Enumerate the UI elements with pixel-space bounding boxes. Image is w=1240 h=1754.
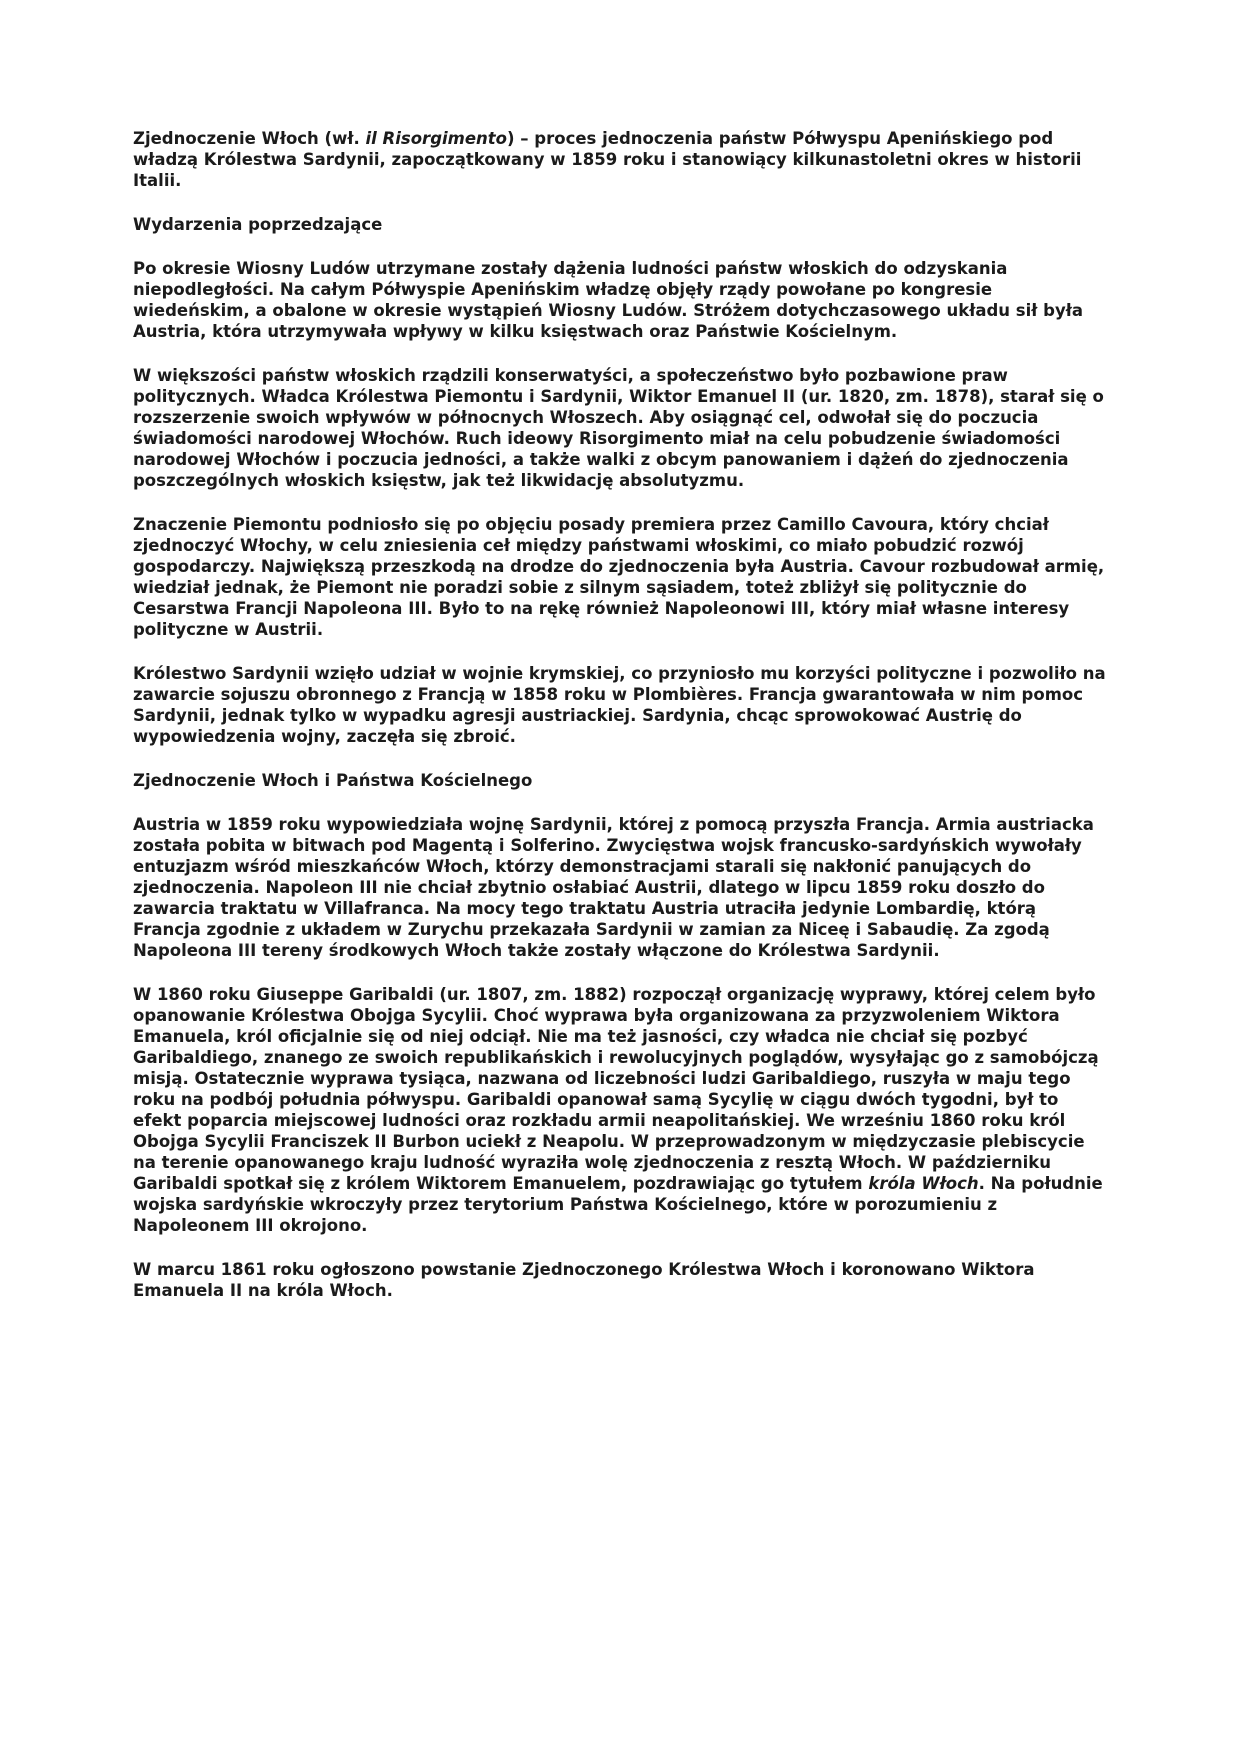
paragraph-piedmont-cavour: Znaczenie Piemontu podniosło się po objęciu posady premiera przez Camillo Cavoura, który chciał zjednoczyć Włochy, w celu zniesienia ceł między państwami włoskimi, co miało pobudzić rozwój gospodarczy. Największą przeszkodą na drodze do zjednoczenia była Austria. Cavour rozbudował armię, wiedział jednak, że Piemont nie poradzi sobie z silnym sąsiadem, toteż zbliżył się politycznie do Cesarstwa Francji Napoleona III. Było to na rękę również Napoleonowi III, który miał własne interesy polityczne w Austrii.	[133, 515, 1105, 639]
lead-italic-term: il Risorgimento	[365, 129, 508, 148]
lead-text-after-term: (wł.	[318, 129, 366, 148]
section-heading-unification: Zjednoczenie Włoch i Państwa Kościelnego	[133, 771, 533, 790]
section-heading-preceding-events: Wydarzenia poprzedzające	[133, 215, 383, 234]
paragraph-crimean-war-plombieres: Królestwo Sardynii wzięło udział w wojnie krymskiej, co przyniosło mu korzyści polityczne i pozwoliło na zawarcie sojuszu obronnego z Francją w 1858 roku w Plombières. Francja gwarantowała w nim pomoc Sardynii, jednak tylko w wypadku agresji austriackiej. Sardynia, chcąc sprowokować Austrię do wypowiedzenia wojny, zaczęła się zbroić.	[133, 664, 1106, 746]
lead-term: Zjednoczenie Włoch	[133, 129, 319, 148]
paragraph-spring-of-nations: Po okresie Wiosny Ludów utrzymane zostały dążenia ludności państw włoskich do odzyskania niepodległości. Na całym Półwyspie Apenińskim władzę objęły rządy powołane po kongresie wiedeńskim, a obalone w okresie wystąpień Wiosny Ludów. Stróżem dotychczasowego układu sił była Austria, która utrzymywała wpływy w kilku księstwach oraz Państwie Kościelnym.	[133, 259, 1083, 341]
garibaldi-text-after-italic: . Na południe wojska sardyńskie wkroczyły przez terytorium Państwa Kościelnego, które w porozumieniu z Napoleonem III okrojono.	[133, 1174, 1103, 1235]
garibaldi-text-before-italic: W 1860 roku Giuseppe Garibaldi (ur. 1807, zm. 1882) rozpoczął organizację wyprawy, której celem było opanowanie Królestwa Obojga Sycylii. Choć wyprawa była organizowana za przyzwoleniem Wiktora Emanuela, król oficjalnie się od niej odciął. Nie ma też jasności, czy władca nie chciał się pozbyć Garibaldiego, znanego ze swoich republikańskich i rewolucyjnych poglądów, wysyłając go z samobójczą misją. Ostatecznie wyprawa tysiąca, nazwana od liczebności ludzi Garibaldiego, ruszyła w maju tego roku na podbój południa półwyspu. Garibaldi opanował samą Sycylię w ciągu dwóch tygodni, był to efekt poparcia miejscowej ludności oraz rozkładu armii neapolitańskiej. We wrześniu 1860 roku król Obojga Sycylii Franciszek II Burbon uciekł z Neapolu. W przeprowadzonym w międzyczasie plebiscycie na terenie opanowanego kraju ludność wyraziła wolę zjednoczenia z resztą Włoch. W październiku Garibaldi spotkał się z królem Wiktorem Emanuelem, pozdrawiając go tytułem	[133, 985, 1099, 1193]
paragraph-war-1859: Austria w 1859 roku wypowiedziała wojnę Sardynii, której z pomocą przyszła Francja. Armia austriacka została pobita w bitwach pod Magentą i Solferino. Zwycięstwa wojsk francusko-sardyńskich wywołały entuzjazm wśród mieszkańców Włoch, którzy demonstracjami starali się nakłonić panujących do zjednoczenia. Napoleon III nie chciał zbytnio osłabiać Austrii, dlatego w lipcu 1859 roku doszło do zawarcia traktatu w Villafranca. Na mocy tego traktatu Austria utraciła jedynie Lombardię, którą Francja zgodnie z układem w Zurychu przekazała Sardynii w zamian za Niceę i Sabaudię. Za zgodą Napoleona III tereny środkowych Włoch także zostały włączone do Królestwa Sardynii.	[133, 815, 1094, 960]
lead-paragraph	[133, 128, 1106, 191]
lead-text-rest: ) – proces jednoczenia państw Półwyspu Apenińskiego pod władzą Królestwa Sardynii, zapoczątkowany w 1859 roku i stanowiący kilkunastoletni okres w historii Italii.	[133, 129, 1082, 190]
paragraph-kingdom-proclaimed-1861: W marcu 1861 roku ogłoszono powstanie Zjednoczonego Królestwa Włoch i koronowano Wiktora Emanuela II na króla Włoch.	[133, 1260, 1035, 1300]
garibaldi-italic-title: króla Włoch	[868, 1174, 979, 1193]
paragraph-conservatives-risorgimento: W większości państw włoskich rządzili konserwatyści, a społeczeństwo było pozbawione praw politycznych. Władca Królestwa Piemontu i Sardynii, Wiktor Emanuel II (ur. 1820, zm. 1878), starał się o rozszerzenie swoich wpływów w północnych Włoszech. Aby osiągnąć cel, odwołał się do poczucia świadomości narodowej Włochów. Ruch ideowy Risorgimento miał na celu pobudzenie świadomości narodowej Włochów i poczucia jedności, a także walki z obcym panowaniem i dążeń do zjednoczenia poszczególnych włoskich księstw, jak też likwidację absolutyzmu.	[133, 366, 1104, 490]
paragraph-garibaldi	[133, 984, 1106, 1236]
